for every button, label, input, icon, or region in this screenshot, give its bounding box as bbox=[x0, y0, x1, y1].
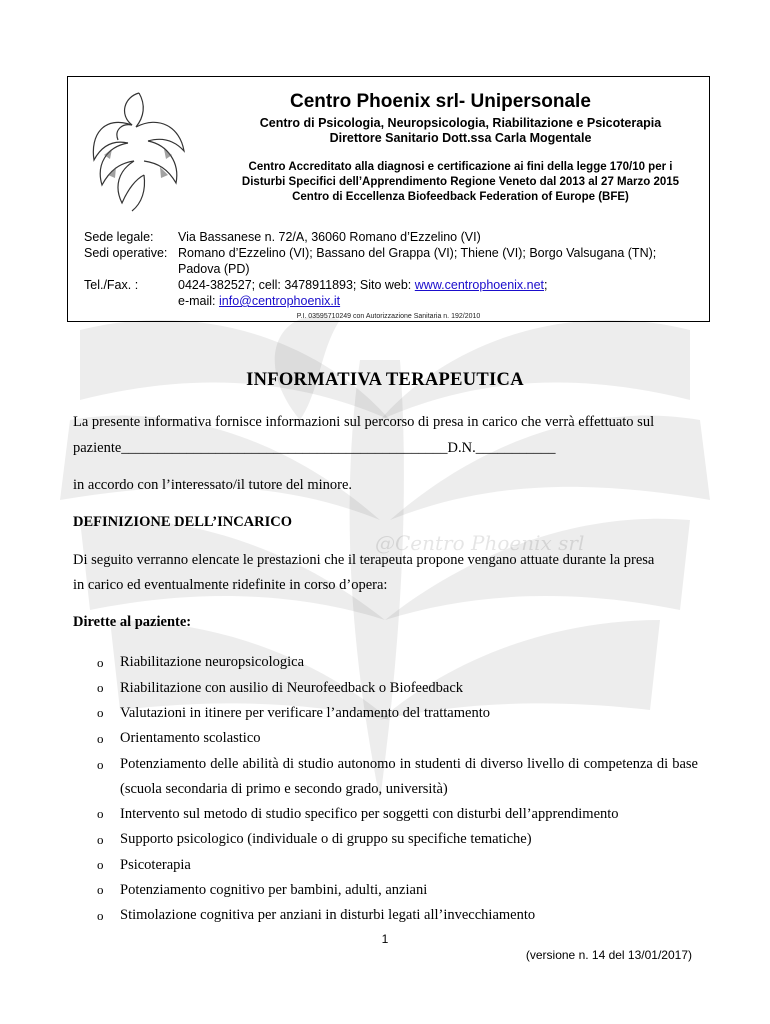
bullet-icon: o bbox=[97, 756, 104, 772]
company-name: Centro Phoenix srl- Unipersonale bbox=[290, 91, 591, 112]
services-list bbox=[97, 650, 698, 929]
intro-line-1: La presente informativa fornisce informazioni sul percorso di presa in carico che verrà effettuato sul bbox=[73, 414, 655, 430]
tel-label: Tel./Fax. : bbox=[84, 278, 139, 292]
section-text-1: Di seguito verranno elencate le prestazioni che il terapeuta propone vengano attuate durante la presa bbox=[73, 552, 655, 568]
bullet-icon: o bbox=[97, 705, 104, 721]
bullet-icon: o bbox=[97, 907, 104, 923]
version-footer: (versione n. 14 del 13/01/2017) bbox=[525, 948, 692, 962]
header-subtitle: Centro di Psicologia, Neuropsicologia, Riabilitazione e Psicoterapia bbox=[259, 116, 662, 130]
patient-line: paziente_____________________________________________D.N.___________ bbox=[73, 440, 556, 456]
website-suffix: ; bbox=[544, 278, 548, 292]
phoenix-logo bbox=[84, 85, 194, 215]
bullet-icon: o bbox=[97, 857, 104, 873]
accreditation-line-2: Disturbi Specifici dell’Apprendimento Regione Veneto dal 2013 al 27 Marzo 2015 bbox=[241, 176, 680, 188]
sedi-operative-value: Romano d’Ezzelino (VI); Bassano del Grappa (VI); Thiene (VI); Borgo Valsugana (TN); bbox=[178, 246, 657, 260]
sedi-operative-value-2: Padova (PD) bbox=[178, 262, 250, 276]
list-item: o Supporto psicologico (individuale o di gruppo su specifiche tematiche) bbox=[97, 831, 532, 848]
letterhead-box bbox=[67, 76, 710, 322]
list-item: o Valutazioni in itinere per verificare l’andamento del trattamento bbox=[97, 704, 490, 721]
list-item: o Riabilitazione con ausilio di Neurofeedback o Biofeedback bbox=[97, 679, 464, 696]
bullet-icon: o bbox=[97, 730, 104, 746]
accreditation-line-3: Centro di Eccellenza Biofeedback Federation of Europe (BFE) bbox=[292, 191, 629, 203]
sede-legale-value: Via Bassanese n. 72/A, 36060 Romano d’Ezzelino (VI) bbox=[178, 230, 481, 244]
list-item: o Potenziamento cognitivo per bambini, adulti, anziani bbox=[97, 881, 428, 898]
list-item: o Intervento sul metodo di studio specifico per soggetti con disturbi dell’apprendimento bbox=[97, 805, 619, 822]
sede-legale-label: Sede legale: bbox=[84, 230, 154, 244]
intro-line-3: in accordo con l’interessato/il tutore del minore. bbox=[73, 477, 353, 493]
email-label: e-mail: bbox=[178, 294, 216, 308]
bullet-icon: o bbox=[97, 831, 104, 847]
watermark-text: @Centro Phoenix srl bbox=[375, 531, 585, 555]
list-item: o Orientamento scolastico bbox=[97, 730, 261, 747]
tel-value: 0424-382527; cell: 3478911893; Sito web: bbox=[178, 278, 412, 292]
sedi-operative-label: Sedi operative: bbox=[84, 246, 168, 260]
contact-block bbox=[84, 229, 699, 309]
email-link[interactable]: info@centrophoenix.it bbox=[219, 294, 341, 308]
website-link[interactable]: www.centrophoenix.net bbox=[414, 278, 545, 292]
section-heading: DEFINIZIONE DELL’INCARICO bbox=[73, 514, 293, 530]
section-text-2: in carico ed eventualmente ridefinite in corso d’opera: bbox=[73, 577, 388, 593]
list-item: o Psicoterapia bbox=[97, 856, 191, 873]
list-item: o Stimolazione cognitiva per anziani in disturbi legati all’invecchiamento bbox=[97, 907, 536, 924]
bullet-icon: o bbox=[97, 654, 104, 670]
medical-director: Direttore Sanitario Dott.ssa Carla Mogentale bbox=[329, 131, 592, 145]
bullet-icon: o bbox=[97, 806, 104, 822]
bullet-icon: o bbox=[97, 882, 104, 898]
list-item: o Potenziamento delle abilità di studio autonomo in studenti di diverso livello di competenza di base (scuola secondaria di primo e secondo grado, università) bbox=[97, 755, 698, 797]
bullet-icon: o bbox=[97, 680, 104, 696]
page-number: 1 bbox=[381, 932, 389, 946]
list-item: o Riabilitazione neuropsicologica bbox=[97, 654, 305, 671]
vat-authorization: P.I. 03595710249 con Autorizzazione Sanitaria n. 192/2010 bbox=[296, 313, 481, 320]
document-title: INFORMATIVA TERAPEUTICA bbox=[246, 370, 524, 390]
accreditation-line-1: Centro Accreditato alla diagnosi e certificazione ai fini della legge 170/10 per i bbox=[248, 161, 673, 173]
subheading-direct: Dirette al paziente: bbox=[73, 614, 192, 630]
